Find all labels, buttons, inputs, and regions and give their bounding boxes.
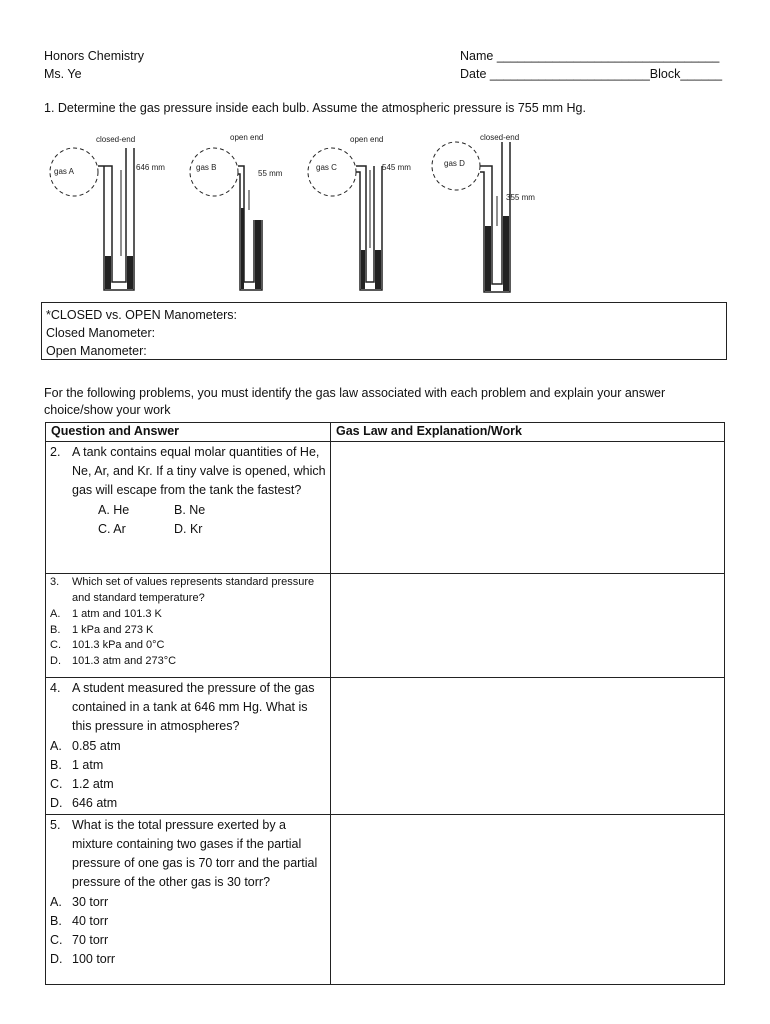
q5-option-c-letter: C. (50, 933, 63, 947)
question-4-number: 4. (50, 681, 61, 695)
manometer-d-type: closed-end (480, 133, 520, 142)
closed-manometer-label: Closed Manometer: (46, 326, 156, 340)
q5-answer-cell[interactable] (331, 815, 725, 985)
manometer-diagrams (44, 130, 604, 300)
q4-option-a: 0.85 atm (72, 739, 121, 753)
q4-option-d-letter: D. (50, 796, 63, 810)
manometer-c-type: open end (350, 135, 384, 144)
q5-option-a: 30 torr (72, 895, 109, 909)
table-row (46, 574, 725, 678)
q2-option-b: B. Ne (174, 503, 206, 517)
question-5-text: What is the total pressure exerted by a mixture containing two gases if the partial pressure of one gas is 70 torr and the partial pressure of the other gas is 30 torr? (72, 818, 318, 889)
question-2-text: A tank contains equal molar quantities of He, Ne, Ar, and Kr. If a tiny valve is opened, which gas will escape from the tank the fastest? (72, 445, 326, 497)
date-block-field[interactable]: Date _______________________Block______ (460, 67, 723, 81)
q4-option-c: 1.2 atm (72, 777, 114, 791)
q3-option-a: 1 atm and 101.3 K (72, 608, 162, 620)
table-row (46, 678, 725, 815)
questions-table (45, 422, 725, 985)
manometer-c-height: 545 mm (382, 163, 411, 172)
q5-option-d-letter: D. (50, 952, 63, 966)
q4-option-a-letter: A. (50, 739, 62, 753)
open-manometer-label: Open Manometer: (46, 344, 147, 358)
q3-option-d-letter: D. (50, 654, 61, 667)
q2-option-d: D. Kr (174, 522, 203, 536)
manometer-b-gas: gas B (196, 163, 217, 172)
q4-option-b-letter: B. (50, 758, 62, 772)
q5-option-b-letter: B. (50, 914, 62, 928)
manometer-a-type: closed-end (96, 135, 136, 144)
q4-answer-cell[interactable] (331, 678, 725, 815)
q2-answer-cell[interactable] (331, 442, 725, 574)
q5-option-d: 100 torr (72, 952, 116, 966)
q5-option-c: 70 torr (72, 933, 109, 947)
question-4-text: A student measured the pressure of the gas contained in a tank at 646 mm Hg. What is this pressure in atmospheres? (72, 681, 315, 733)
q3-option-a-letter: A. (50, 608, 61, 620)
manometer-c (308, 135, 411, 290)
manometer-a-gas: gas A (54, 167, 75, 176)
column-header-gas-law: Gas Law and Explanation/Work (331, 423, 725, 442)
q5-option-b: 40 torr (72, 914, 109, 928)
q5-option-a-letter: A. (50, 895, 62, 909)
q3-answer-cell[interactable] (331, 574, 725, 678)
q3-option-b-letter: B. (50, 623, 61, 636)
manometer-b-height: 55 mm (258, 169, 283, 178)
q3-option-d: 101.3 atm and 273°C (72, 654, 177, 667)
manometer-b-type: open end (230, 133, 264, 142)
manometer-a-height: 646 mm (136, 163, 165, 172)
question-1-text: 1. Determine the gas pressure inside each bulb. Assume the atmospheric pressure is 755 mm Hg. (44, 101, 586, 115)
instructions: For the following problems, you must identify the gas law associated with each problem and explain your answer choice/show your work (44, 386, 666, 417)
column-header-question: Question and Answer (46, 423, 331, 442)
teacher-name: Ms. Ye (44, 67, 82, 81)
course-title: Honors Chemistry (44, 49, 145, 63)
manometer-d-height: 355 mm (506, 193, 535, 202)
q4-option-d: 646 atm (72, 796, 118, 810)
manometer-notes-title: *CLOSED vs. OPEN Manometers: (46, 308, 238, 322)
manometer-c-gas: gas C (316, 163, 337, 172)
question-3-number: 3. (50, 576, 60, 588)
table-row (46, 815, 725, 985)
q3-option-c-letter: C. (50, 639, 61, 651)
q4-option-b: 1 atm (72, 758, 104, 772)
q2-option-a: A. He (98, 503, 130, 517)
question-5-number: 5. (50, 818, 61, 832)
manometer-b (190, 133, 283, 290)
q3-option-c: 101.3 kPa and 0°C (72, 639, 165, 651)
q3-option-b: 1 kPa and 273 K (72, 623, 154, 636)
table-header-row (46, 423, 725, 442)
manometer-d-gas: gas D (444, 159, 465, 168)
question-3-text: Which set of values represents standard pressure and standard temperature? (72, 576, 315, 604)
q4-option-c-letter: C. (50, 777, 63, 791)
table-row (46, 442, 725, 574)
name-field[interactable]: Name ________________________________ (460, 49, 720, 63)
q2-option-c: C. Ar (98, 522, 126, 536)
question-2-number: 2. (50, 445, 61, 459)
manometer-notes-box[interactable] (41, 302, 727, 360)
manometer-a (50, 135, 165, 290)
manometer-d (432, 133, 535, 292)
